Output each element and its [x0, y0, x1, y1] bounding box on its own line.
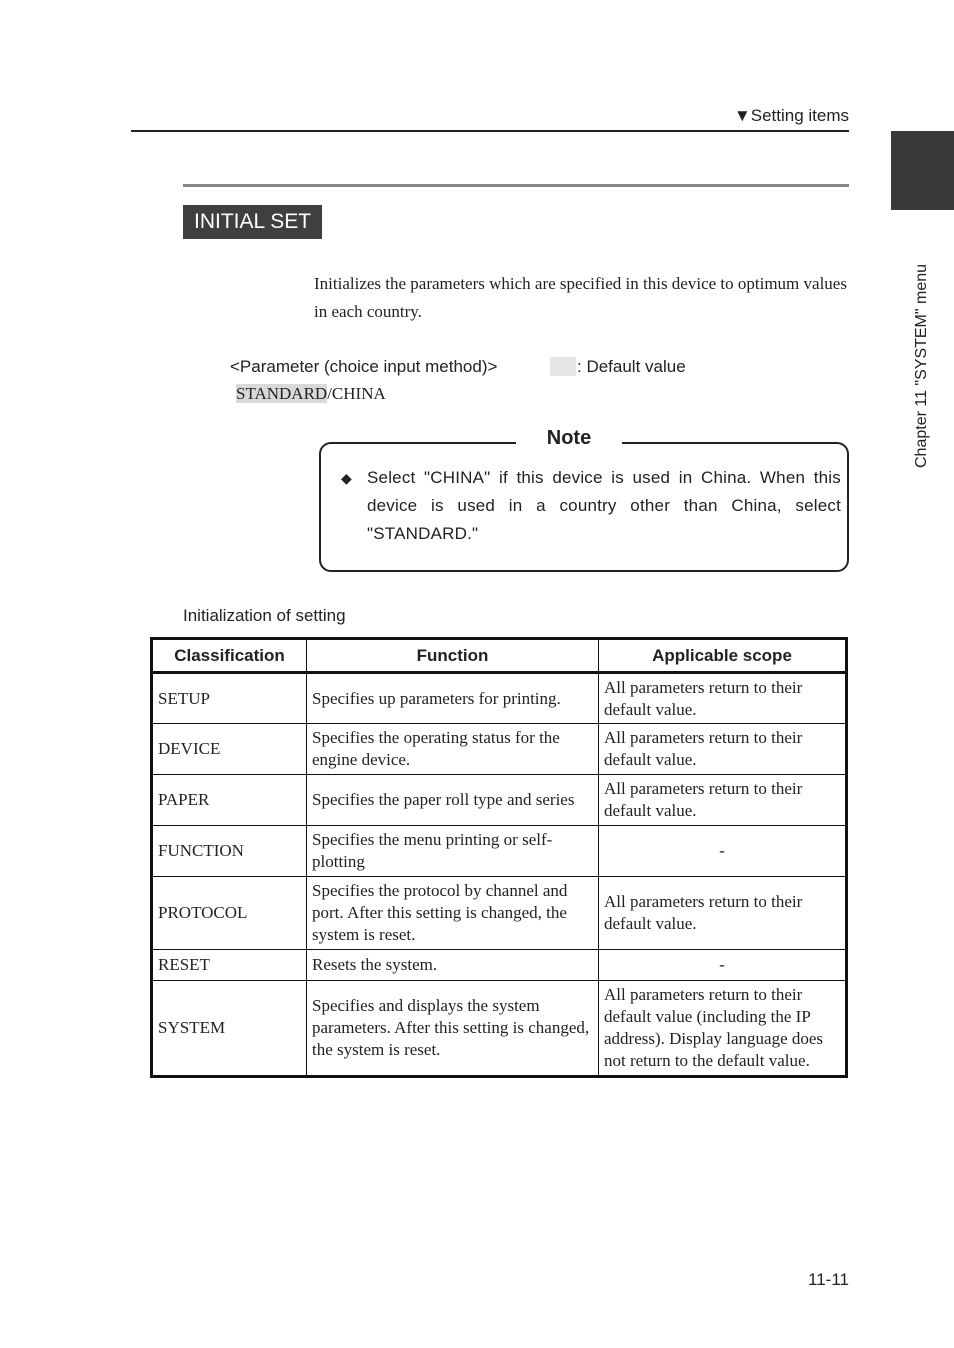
- table-row: [152, 775, 847, 826]
- classification-cell: SYSTEM: [152, 981, 307, 1077]
- parameter-choices: [236, 384, 386, 404]
- section-description: Initializes the parameters which are specified in this device to optimum values in each country.: [314, 274, 847, 321]
- scope-cell: -: [599, 950, 847, 981]
- table-row: [152, 877, 847, 950]
- scope-cell: All parameters return to their default value.: [599, 724, 847, 775]
- scope-cell: -: [599, 826, 847, 877]
- chapter-tab: [891, 131, 954, 210]
- function-cell: Specifies and displays the system parameters. After this setting is changed, the system is reset.: [307, 981, 599, 1077]
- choice-standard: STANDARD: [236, 384, 328, 403]
- table-caption: Initialization of setting: [183, 606, 346, 625]
- scope-cell: All parameters return to their default value.: [599, 877, 847, 950]
- table-header-row: [152, 639, 847, 673]
- note-body: [341, 464, 841, 548]
- table-row: [152, 981, 847, 1077]
- diamond-bullet-icon: ◆: [341, 470, 352, 486]
- classification-cell: DEVICE: [152, 724, 307, 775]
- section-rule: [183, 184, 849, 187]
- page-number: 11-11: [808, 1270, 849, 1289]
- table-row: [152, 950, 847, 981]
- chapter-side-label-wrapper: [913, 226, 933, 468]
- classification-cell: PROTOCOL: [152, 877, 307, 950]
- column-header-scope: Applicable scope: [599, 639, 847, 673]
- table-row: [152, 673, 847, 724]
- chapter-side-label: Chapter 11 "SYSTEM" menu: [913, 263, 930, 468]
- function-cell: Specifies up parameters for printing.: [307, 673, 599, 724]
- note-title: Note: [516, 425, 622, 451]
- section-title: INITIAL SET: [183, 205, 322, 239]
- choice-china: /CHINA: [327, 384, 386, 403]
- table-row: [152, 826, 847, 877]
- scope-cell: All parameters return to their default value.: [599, 775, 847, 826]
- function-cell: Specifies the menu printing or self-plotting: [307, 826, 599, 877]
- classification-cell: PAPER: [152, 775, 307, 826]
- classification-cell: FUNCTION: [152, 826, 307, 877]
- scope-cell: All parameters return to their default value (including the IP address). Display language does not return to the default value.: [599, 981, 847, 1077]
- function-cell: Specifies the paper roll type and series: [307, 775, 599, 826]
- header-rule: [131, 130, 849, 132]
- running-header: ▼Setting items: [733, 106, 849, 125]
- classification-cell: SETUP: [152, 673, 307, 724]
- default-value-swatch: [550, 357, 576, 376]
- note-text: Select "CHINA" if this device is used in China. When this device is used in a country other than China, select "STANDARD.": [367, 468, 841, 543]
- column-header-function: Function: [307, 639, 599, 673]
- scope-cell: All parameters return to their default value.: [599, 673, 847, 724]
- table-row: [152, 724, 847, 775]
- initialization-table: [150, 637, 848, 1078]
- function-cell: Specifies the protocol by channel and port. After this setting is changed, the system is reset.: [307, 877, 599, 950]
- function-cell: Resets the system.: [307, 950, 599, 981]
- column-header-classification: Classification: [152, 639, 307, 673]
- parameter-label: <Parameter (choice input method)>: [230, 357, 498, 376]
- default-value-legend: : Default value: [577, 357, 686, 376]
- classification-cell: RESET: [152, 950, 307, 981]
- function-cell: Specifies the operating status for the engine device.: [307, 724, 599, 775]
